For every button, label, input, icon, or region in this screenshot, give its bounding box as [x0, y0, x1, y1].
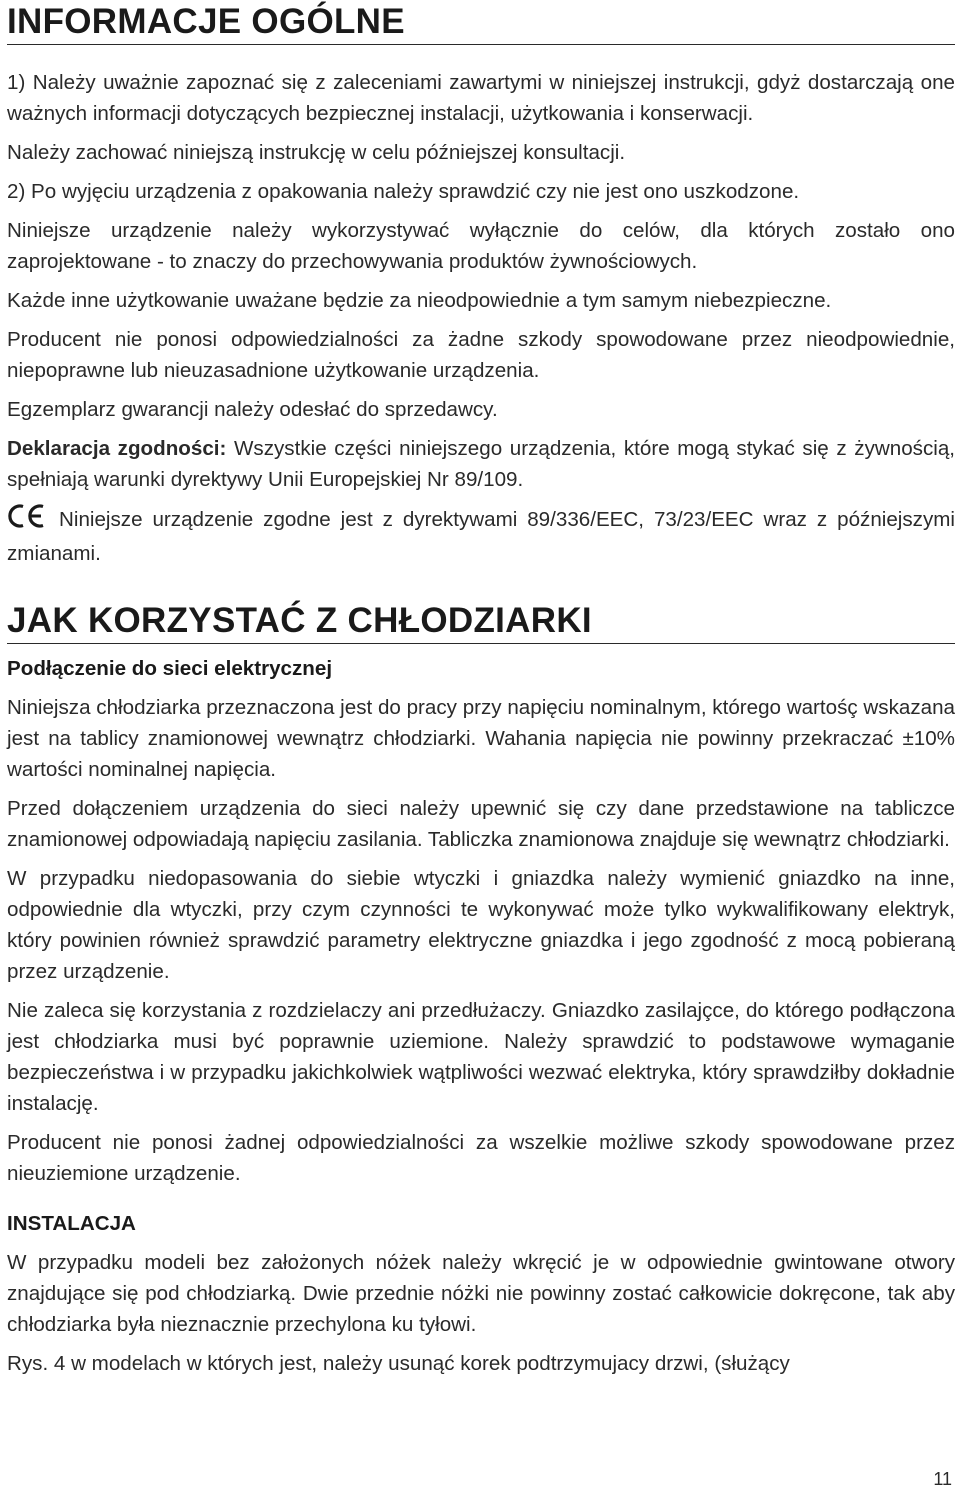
paragraph: W przypadku modeli bez założonych nóżek należy wkręcić je w odpowiednie gwintowane otwory znajdujące się pod chłodziarką. Dwie przednie nóżki nie powinny zostać całkowicie dokręcone, tak aby chłodziarka była nieznacznie przechylona ku tyłowi.	[7, 1251, 955, 1336]
ce-text: Niniejsze urządzenie zgodne jest z dyrektywami 89/336/EEC, 73/23/EEC wraz z późniejszymi zmianami.	[7, 508, 955, 565]
section-title-how-to-use: JAK KORZYSTAĆ Z CHŁODZIARKI	[7, 601, 592, 640]
paragraph: Producent nie ponosi odpowiedzialności za żadne szkody spowodowane przez nieodpowiednie, niepoprawne lub nieuzasadnione użytkowanie urządzenia.	[7, 328, 955, 382]
declaration-text: Wszystkie części niniejszego urządzenia, które mogą stykać się z żywnością, spełniają warunki dyrektywy Unii Europejskiej Nr 89/109.	[7, 437, 955, 491]
paragraph: Producent nie ponosi żadnej odpowiedzialności za wszelkie możliwe szkody spowodowane przez nieuziemione urządzenie.	[7, 1131, 955, 1185]
ce-mark-icon	[7, 503, 47, 538]
paragraph: 2) Po wyjęciu urządzenia z opakowania należy sprawdzić czy nie jest ono uszkodzone.	[7, 180, 800, 203]
ce-paragraph	[7, 503, 955, 569]
title-divider	[7, 643, 955, 644]
subheading-power-connection: Podłączenie do sieci elektrycznej	[7, 657, 333, 680]
paragraph: Przed dołączeniem urządzenia do sieci należy upewnić się czy dane przedstawione na tabliczce znamionowej odpowiadają napięciu zasilania. Tabliczka znamionowa znajduje się wewnątrz chłodziarki.	[7, 797, 955, 851]
paragraph: Rys. 4 w modelach w których jest, należy usunąć korek podtrzymujacy drzwi, (służący	[7, 1352, 790, 1375]
section-title-general-info: INFORMACJE OGÓLNE	[7, 2, 405, 41]
paragraph: 1) Należy uważnie zapoznać się z zaleceniami zawartymi w niniejszej instrukcji, gdyż dostarczają one ważnych informacji dotyczących bezpiecznej instalacji, użytkowania i konserwacji.	[7, 71, 955, 125]
paragraph: Niniejsza chłodziarka przeznaczona jest do pracy przy napięciu nominalnym, którego wartośç wskazana jest na tablicy znamionowej wewnątrz chłodziarki. Wahania napięcia nie powinny przekraczać ±10% wartości nominalnej napięcia.	[7, 696, 955, 781]
paragraph: W przypadku niedopasowania do siebie wtyczki i gniazdka należy wymienić gniazdko na inne, odpowiednie dla wtyczki, przy czym czynności te wykonywać może tylko wykwalifikowany elektryk, który powinien również sprawdzić parametry elektryczne gniazdka i jego zgodność z mocą pobieraną przez urządzenie.	[7, 867, 955, 983]
declaration-paragraph	[7, 433, 955, 495]
paragraph: Niniejsze urządzenie należy wykorzystywać wyłącznie do celów, dla których zostało ono zaprojektowane - to znaczy do przechowywania produktów żywnościowych.	[7, 219, 955, 273]
paragraph: Każde inne użytkowanie uważane będzie za nieodpowiednie a tym samym niebezpieczne.	[7, 289, 832, 312]
title-divider	[7, 44, 955, 45]
document-page	[7, 0, 955, 1387]
page-number: 11	[933, 1469, 952, 1489]
paragraph: Egzemplarz gwarancji należy odesłać do sprzedawcy.	[7, 398, 498, 421]
paragraph: Należy zachować niniejszą instrukcję w celu późniejszej konsultacji.	[7, 141, 626, 164]
subheading-installation: INSTALACJA	[7, 1212, 136, 1235]
paragraph: Nie zaleca się korzystania z rozdzielaczy ani przedłużaczy. Gniazdko zasilajçce, do którego podłączona jest chłodziarka musi być poprawnie uziemione. Należy sprawdzić to podstawowe wymaganie bezpieczeństwa i w przypadku jakichkolwiek wątpliwości wezwać elektryka, który sprawdziłby dokładnie instalację.	[7, 999, 955, 1115]
declaration-label: Deklaracja zgodności:	[7, 437, 227, 460]
